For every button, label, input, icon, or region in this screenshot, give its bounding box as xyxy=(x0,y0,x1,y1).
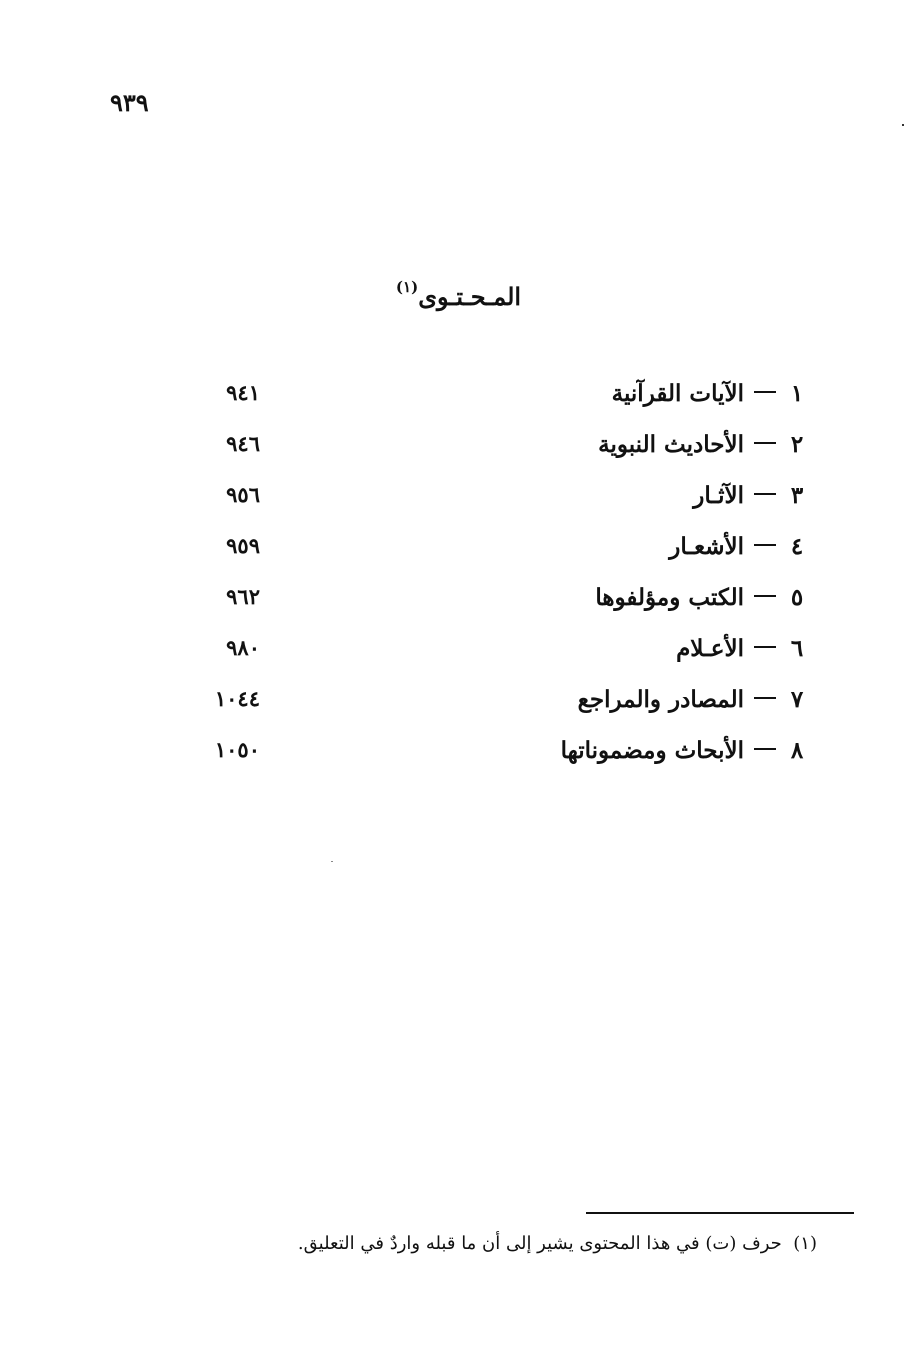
toc-dash xyxy=(754,697,776,699)
toc-entry-page: ٩٨٠ xyxy=(226,635,260,660)
title-footnote-ref: (١) xyxy=(395,278,419,296)
toc-entry-label: الأبحاث ومضموناتها xyxy=(560,737,744,764)
toc-dash xyxy=(754,544,776,546)
toc-dash xyxy=(754,391,776,393)
toc-entry-number: ٧ xyxy=(790,686,804,713)
toc-entry xyxy=(578,686,810,713)
toc-row xyxy=(180,635,810,686)
toc-entry-number: ٣ xyxy=(790,482,804,509)
toc-entry-label: الكتب ومؤلفوها xyxy=(595,584,744,611)
speck xyxy=(331,861,333,862)
toc-entry xyxy=(595,584,810,611)
toc-entry-label: المصادر والمراجع xyxy=(577,686,744,713)
toc-dash xyxy=(754,646,776,648)
toc-entry xyxy=(669,533,810,560)
toc-row xyxy=(180,380,810,431)
footnote-marker: (١) xyxy=(793,1233,817,1254)
toc-row xyxy=(180,533,810,584)
toc-dash xyxy=(754,442,776,444)
toc-dash xyxy=(754,595,776,597)
toc-row xyxy=(180,482,810,533)
toc-entry xyxy=(561,737,810,764)
toc-entry-number: ٨ xyxy=(790,737,804,764)
table-of-contents xyxy=(180,380,810,788)
toc-entry-number: ١ xyxy=(790,380,804,407)
toc-entry xyxy=(693,482,810,509)
footnote-text: حرف (ت) في هذا المحتوى يشير إلى أن ما قبله واردٌ في التعليق. xyxy=(297,1233,782,1254)
toc-entry-label: الآيات القرآنية xyxy=(611,380,744,407)
toc-row xyxy=(180,584,810,635)
toc-entry-number: ٢ xyxy=(790,431,804,458)
page-number: ٩٣٩ xyxy=(110,88,149,117)
toc-row xyxy=(180,737,810,788)
toc-entry-page: ١٠٤٤ xyxy=(214,686,260,711)
toc-entry-page: ٩٥٦ xyxy=(226,482,260,507)
toc-entry-number: ٤ xyxy=(790,533,804,560)
toc-dash xyxy=(754,493,776,495)
toc-entry-label: الأحاديث النبوية xyxy=(598,431,744,458)
footnote-rule xyxy=(586,1212,854,1214)
toc-entry xyxy=(676,635,810,662)
toc-entry-number: ٦ xyxy=(790,635,804,662)
toc-entry-page: ٩٤٦ xyxy=(226,431,260,456)
mark-dot xyxy=(902,124,904,126)
toc-entry-number: ٥ xyxy=(790,584,804,611)
toc-entry xyxy=(612,380,810,407)
toc-entry-page: ١٠٥٠ xyxy=(214,737,260,762)
toc-row xyxy=(180,686,810,737)
toc-entry xyxy=(598,431,810,458)
toc-row xyxy=(180,431,810,482)
page-title xyxy=(0,278,917,311)
toc-entry-page: ٩٥٩ xyxy=(226,533,260,558)
toc-entry-page: ٩٤١ xyxy=(226,380,260,405)
toc-dash xyxy=(754,748,776,750)
toc-entry-page: ٩٦٢ xyxy=(226,584,260,609)
footnote xyxy=(197,1233,817,1254)
page-title-text: المـحـتـوى xyxy=(418,282,522,311)
toc-entry-label: الأشعـار xyxy=(669,533,744,560)
toc-entry-label: الأعـلام xyxy=(676,635,744,662)
toc-entry-label: الآثـار xyxy=(693,482,744,509)
